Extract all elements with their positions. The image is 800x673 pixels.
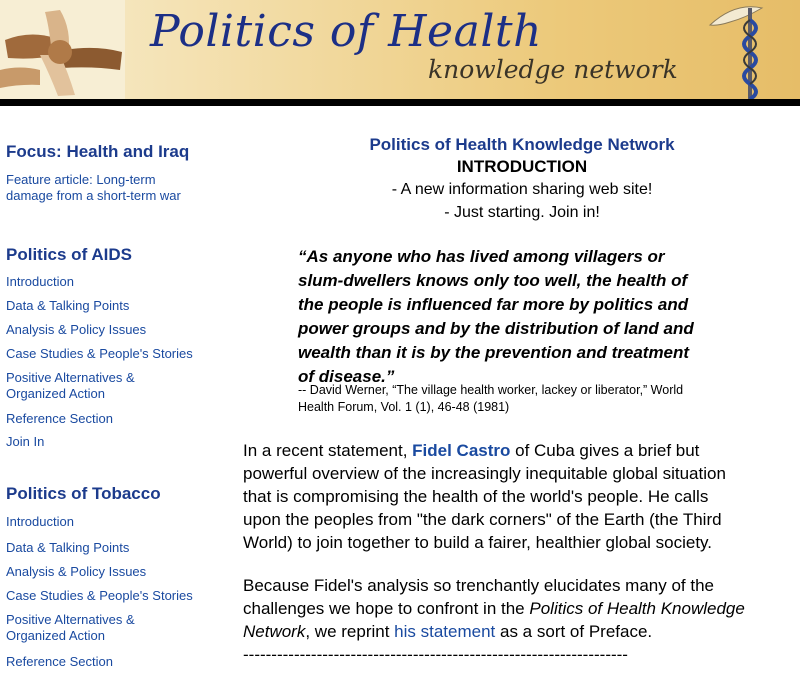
tobacco-alternatives-line-1[interactable]: Positive Alternatives & (6, 612, 135, 627)
site-banner (0, 0, 800, 99)
sidebar-item-tobacco-analysis[interactable]: Analysis & Policy Issues (6, 564, 147, 579)
sidebar-item-aids-introduction[interactable]: Introduction (6, 274, 74, 289)
sidebar-item-aids-alternatives[interactable] (6, 370, 135, 402)
sidebar-item-tobacco-introduction[interactable]: Introduction (6, 514, 74, 529)
sidebar-item-tobacco-case-studies[interactable]: Case Studies & People's Stories (6, 588, 193, 603)
feature-line-2[interactable]: damage from a short-term war (6, 188, 181, 203)
sidebar-item-tobacco-alternatives[interactable] (6, 612, 135, 644)
para1-pre: In a recent statement, (243, 441, 413, 460)
sidebar-item-feature-article[interactable] (6, 172, 181, 204)
site-title: Politics of Health (150, 6, 542, 57)
intro-heading: INTRODUCTION (456, 157, 588, 176)
para2-italic-network: Network (243, 622, 306, 641)
werner-quote (298, 245, 758, 389)
quote-line: of disease.” (298, 367, 395, 386)
fidel-castro-link[interactable]: Fidel Castro (412, 441, 511, 460)
site-subtitle: knowledge network (428, 55, 678, 84)
quote-attribution (298, 382, 738, 416)
preface-paragraph (243, 574, 800, 643)
sidebar-item-aids-join-in[interactable]: Join In (6, 434, 45, 449)
alternatives-line-1[interactable]: Positive Alternatives & (6, 370, 135, 385)
tagline-2: - Just starting. Join in! (444, 204, 600, 221)
sidebar-item-tobacco-reference[interactable]: Reference Section (6, 654, 113, 669)
para1-line-2: powerful overview of the increasingly inequitable global situation (243, 464, 726, 483)
castro-paragraph (243, 439, 800, 554)
caduceus-icon (700, 0, 800, 99)
tobacco-alternatives-line-2[interactable]: Organized Action (6, 628, 106, 643)
his-statement-link[interactable]: his statement (394, 622, 496, 641)
quote-line: the people is influenced far more by politics and (298, 295, 689, 314)
para1-post: of Cuba gives a brief but (510, 441, 700, 460)
tagline-1: - A new information sharing web site! (391, 181, 653, 198)
quote-line: wealth than it is by the prevention and treatment (298, 343, 690, 362)
para1-line-4: upon the peoples from "the dark corners" of the Earth (the Third (243, 510, 722, 529)
para2-line-1: Because Fidel's analysis so trenchantly elucidates many of the (243, 576, 714, 595)
quote-line: slum-dwellers knows only too well, the health of (298, 271, 688, 290)
feature-line-1[interactable]: Feature article: Long-term (6, 172, 156, 187)
dashed-separator: -------------------------------------------------------------------- (243, 645, 628, 664)
attribution-line-2: Health Forum, Vol. 1 (1), 46-48 (1981) (298, 400, 510, 414)
joined-hands-icon (0, 0, 125, 99)
page-title: Politics of Health Knowledge Network (369, 135, 675, 154)
para2-line-3-post: as a sort of Preface. (495, 622, 653, 641)
quote-line: power groups and by the distribution of land and (298, 319, 694, 338)
sidebar-item-aids-case-studies[interactable]: Case Studies & People's Stories (6, 346, 193, 361)
sidebar-item-aids-analysis[interactable]: Analysis & Policy Issues (6, 322, 147, 337)
attribution-line-1: -- David Werner, “The village health worker, lackey or liberator,” World (298, 383, 684, 397)
para2-line-2-pre: challenges we hope to confront in the (243, 599, 530, 618)
para2-italic-title: Politics of Health Knowledge (529, 599, 745, 618)
quote-line: “As anyone who has lived among villagers or (298, 247, 665, 266)
sidebar-heading-tobacco[interactable]: Politics of Tobacco (6, 484, 161, 503)
para1-line-5: World) to join together to build a fairer, healthier global society. (243, 533, 713, 552)
banner-divider (0, 99, 800, 106)
sidebar-item-aids-reference[interactable]: Reference Section (6, 411, 113, 426)
alternatives-line-2[interactable]: Organized Action (6, 386, 106, 401)
sidebar-item-aids-data[interactable]: Data & Talking Points (6, 298, 130, 313)
sidebar-heading-focus[interactable]: Focus: Health and Iraq (6, 142, 190, 161)
para2-line-3-mid: , we reprint (305, 622, 395, 641)
para1-line-3: that is compromising the health of the world's people. He calls (243, 487, 709, 506)
sidebar-item-tobacco-data[interactable]: Data & Talking Points (6, 540, 130, 555)
sidebar-heading-aids[interactable]: Politics of AIDS (6, 245, 132, 264)
